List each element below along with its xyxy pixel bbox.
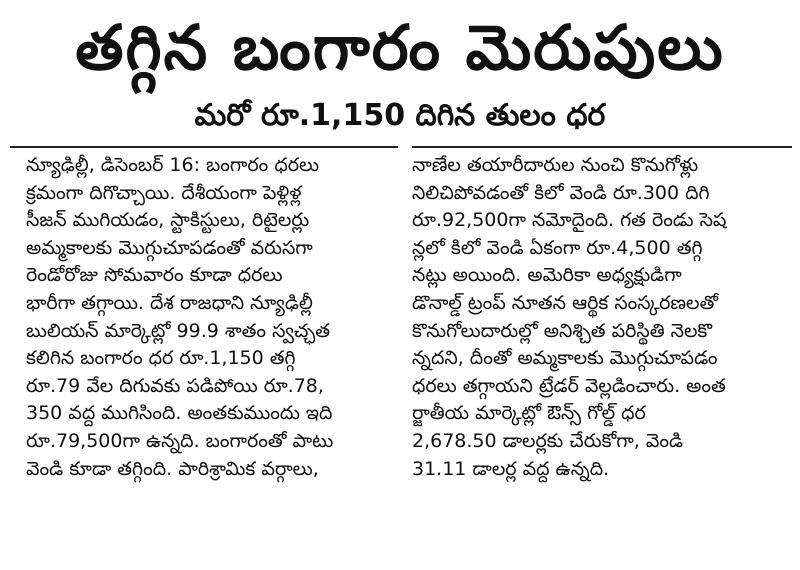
article-line: క్రమంగా దిగొచ్చాయి. దేశీయంగా పెళ్లిళ్ల — [26, 181, 302, 204]
article-line: రూ.79 వేల దిగువకు పడిపోయి రూ.78, — [26, 374, 324, 397]
article-line: కొనుగోలుదారుల్లో అనిశ్చిత పరిస్థితి నెలకొ — [412, 319, 713, 342]
article-line: రూ.92,500గా నమోదైంది. గత రెండు సెష — [412, 209, 727, 232]
article-line: కలిగిన బంగారం ధర రూ.1,150 తగ్గి — [26, 347, 296, 370]
column-rule-left — [10, 146, 398, 148]
article-line: బులియన్ మార్కెట్లో 99.9 శాతం స్వచ్ఛత — [26, 319, 331, 342]
article-line: అమ్మకాలకు మొగ్గుచూపడంతో వరుసగా — [26, 236, 313, 259]
article-line: వెండి కూడా తగ్గింది. పారిశ్రామిక వర్గాలు, — [26, 457, 319, 480]
article-line: నట్లు అయింది. అమెరికా అధ్యక్షుడిగా — [412, 264, 682, 287]
article-line: న్నదని, దీంతో అమ్మకాలకు మొగ్గుచూపడం — [412, 347, 718, 370]
article-line: డొనాల్డ్ ట్రంప్ నూతన ఆర్థిక సంస్కరణలతో — [412, 291, 719, 314]
article-line: 2,678.50 డాలర్లకు చేరుకోగా, వెండి — [412, 429, 684, 452]
article-headline: తగ్గిన బంగారం మెరుపులు — [75, 11, 725, 84]
article-line: రెండోరోజు సోమవారం కూడా ధరలు — [26, 264, 283, 287]
article-line: రూ.79,500గా ఉన్నది. బంగారంతో పాటు — [26, 429, 334, 452]
article-line: భారీగా తగ్గాయి. దేశ రాజధాని న్యూఢిల్లీ — [26, 291, 313, 314]
article-line: 350 వద్ద ముగిసింది. అంతకుముందు ఇది — [26, 402, 333, 425]
article-subheadline: మరో రూ.1,150 దిగిన తులం ధర — [194, 98, 606, 133]
article-line: నిలిచిపోవడంతో కిలో వెండి రూ.300 దిగి — [412, 181, 710, 204]
article-line: నాణేల తయారీదారుల నుంచి కొనుగోళ్లు — [412, 154, 699, 176]
article-line: ధరలు తగ్గాయని ట్రేడర్ వెల్లడించారు. అంత — [412, 374, 726, 397]
article-line: 31.11 డాలర్ల వద్ద ఉన్నది. — [412, 457, 610, 480]
article-line: సీజన్ ముగియడం, స్టాకిస్టులు, రిటైలర్లు — [26, 209, 310, 232]
article-column-left — [26, 152, 398, 483]
article-line: న్యూఢిల్లీ, డిసెంబర్ 16: బంగారం ధరలు — [26, 154, 320, 176]
article-column-right — [412, 152, 792, 483]
column-rule-right — [412, 146, 792, 148]
article-line: న్లలో కిలో వెండి ఏకంగా రూ.4,500 తగ్గి — [412, 236, 703, 259]
article-line: ర్జాతీయ మార్కెట్లో ఔన్స్ గోల్డ్ ధర — [412, 402, 646, 425]
